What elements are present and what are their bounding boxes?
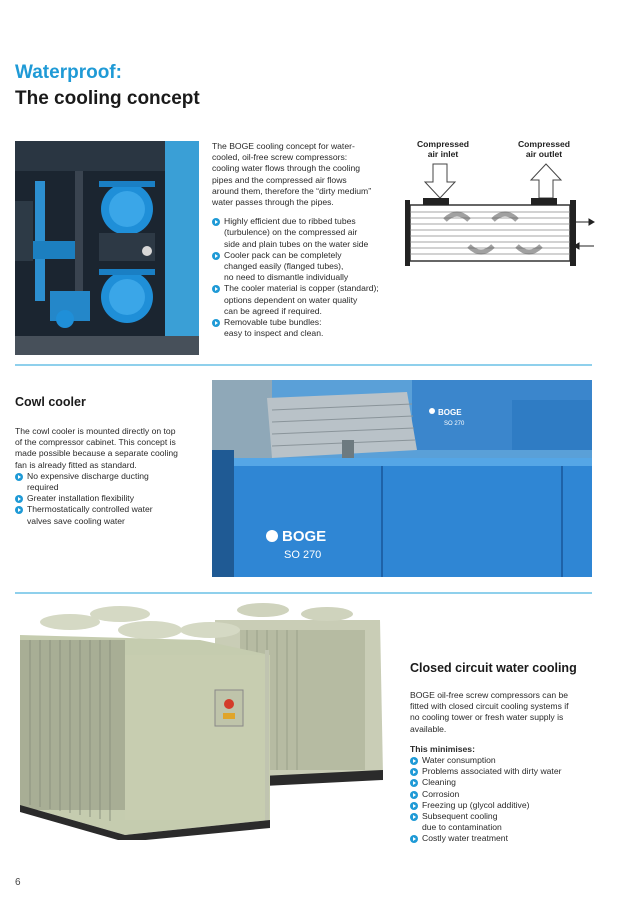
label-line: air outlet (525, 149, 563, 159)
list-item-line: can be agreed if required. (224, 305, 322, 316)
label-line: Compressed (416, 139, 470, 149)
closed-line: no cooling tower or fresh water supply is (410, 712, 564, 723)
list-item (410, 755, 600, 766)
list-item-line: Subsequent cooling (422, 811, 498, 822)
cowl-cooler-photo (212, 380, 592, 577)
page-number: 6 (15, 877, 21, 888)
list-item-line: No expensive discharge ducting (27, 470, 149, 481)
cooler-diagram (405, 160, 595, 268)
page-title-line1: Waterproof: (15, 62, 122, 83)
cowl-line: fan is already fitted as standard. (15, 459, 137, 470)
cowl-line: made possible because a separate cooling (15, 448, 178, 459)
air-inlet-label (404, 139, 482, 159)
list-item-line: Removable tube bundles: (224, 317, 322, 328)
list-item-line: Thermostatically controlled water (27, 504, 153, 515)
intro-line: pipes and the compressed air flows (212, 174, 347, 185)
list-item-line: Greater installation flexibility (27, 493, 134, 504)
cowl-line: of the compressor cabinet. This concept is (15, 437, 176, 448)
list-item-line: Highly efficient due to ribbed tubes (224, 216, 356, 227)
intro-line: cooled, oil-free screw compressors: (212, 152, 348, 163)
label-line: air inlet (427, 149, 459, 159)
list-item-line: Cleaning (422, 777, 456, 788)
intro-line: cooling water flows through the cooling (212, 163, 361, 174)
list-item (212, 317, 402, 339)
list-item (212, 283, 402, 317)
list-item-line: no need to dismantle individually (224, 272, 349, 283)
list-item (15, 493, 205, 504)
intro-line: water passes through the pipes. (212, 197, 334, 208)
list-item-line: options dependent on water quality (224, 294, 358, 305)
list-item-line: changed easily (flanged tubes), (224, 261, 344, 272)
list-item-line: side and plain tubes on the water side (224, 238, 369, 249)
list-item (410, 833, 600, 844)
intro-text (212, 141, 402, 339)
list-item-line: required (27, 482, 59, 493)
closed-circuit-cooler-photo (15, 600, 390, 840)
section-divider (15, 364, 592, 366)
cowl-cooler-text (15, 426, 205, 527)
label-line: Compressed (517, 139, 571, 149)
photo-model-text-small: SO 270 (444, 421, 465, 427)
list-item-line: easy to inspect and clean. (224, 328, 324, 339)
air-outlet-label (505, 139, 583, 159)
photo-brand-text: BOGE (282, 528, 327, 545)
list-item (15, 504, 205, 526)
cowl-cooler-heading: Cowl cooler (15, 395, 86, 409)
list-item (410, 811, 600, 833)
intro-line: around them, therefore the “dirty medium” (212, 185, 372, 196)
photo-brand-text-small: BOGE (438, 408, 462, 417)
list-item (410, 766, 600, 777)
list-item-line: Cooler pack can be completely (224, 249, 342, 260)
list-item-line: due to contamination (422, 822, 502, 833)
page-title-line2: The cooling concept (15, 88, 200, 109)
list-item-line: Freezing up (glycol additive) (422, 799, 530, 810)
closed-circuit-text (410, 690, 600, 845)
list-item (410, 800, 600, 811)
closed-circuit-heading: Closed circuit water cooling (410, 661, 577, 675)
section-divider (15, 592, 592, 594)
list-item-line: Water consumption (422, 755, 496, 766)
photo-model-text: SO 270 (284, 549, 322, 561)
list-item-line: The cooler material is copper (standard); (224, 283, 379, 294)
compressor-interior-photo (15, 141, 199, 355)
minimises-label: This minimises: (410, 743, 475, 754)
closed-line: BOGE oil-free screw compressors can be (410, 690, 569, 700)
list-item-line: Corrosion (422, 788, 460, 799)
list-item (212, 250, 402, 284)
list-item (410, 789, 600, 800)
list-item-line: (turbulence) on the compressed air (224, 227, 358, 238)
list-item (212, 216, 402, 250)
intro-paragraph (212, 141, 402, 208)
closed-line: fitted with closed circuit cooling systems if (410, 701, 569, 712)
air-inlet-arrow-icon (425, 164, 455, 198)
list-item (410, 777, 600, 788)
list-item-line: Problems associated with dirty water (422, 766, 562, 777)
closed-line: available. (410, 723, 447, 734)
list-item-line: valves save cooling water (27, 515, 125, 526)
list-item (15, 471, 205, 493)
cowl-line: The cowl cooler is mounted directly on top (15, 426, 176, 436)
air-outlet-arrow-icon (531, 164, 561, 198)
list-item-line: Costly water treatment (422, 833, 508, 844)
intro-line: The BOGE cooling concept for water- (212, 141, 355, 151)
